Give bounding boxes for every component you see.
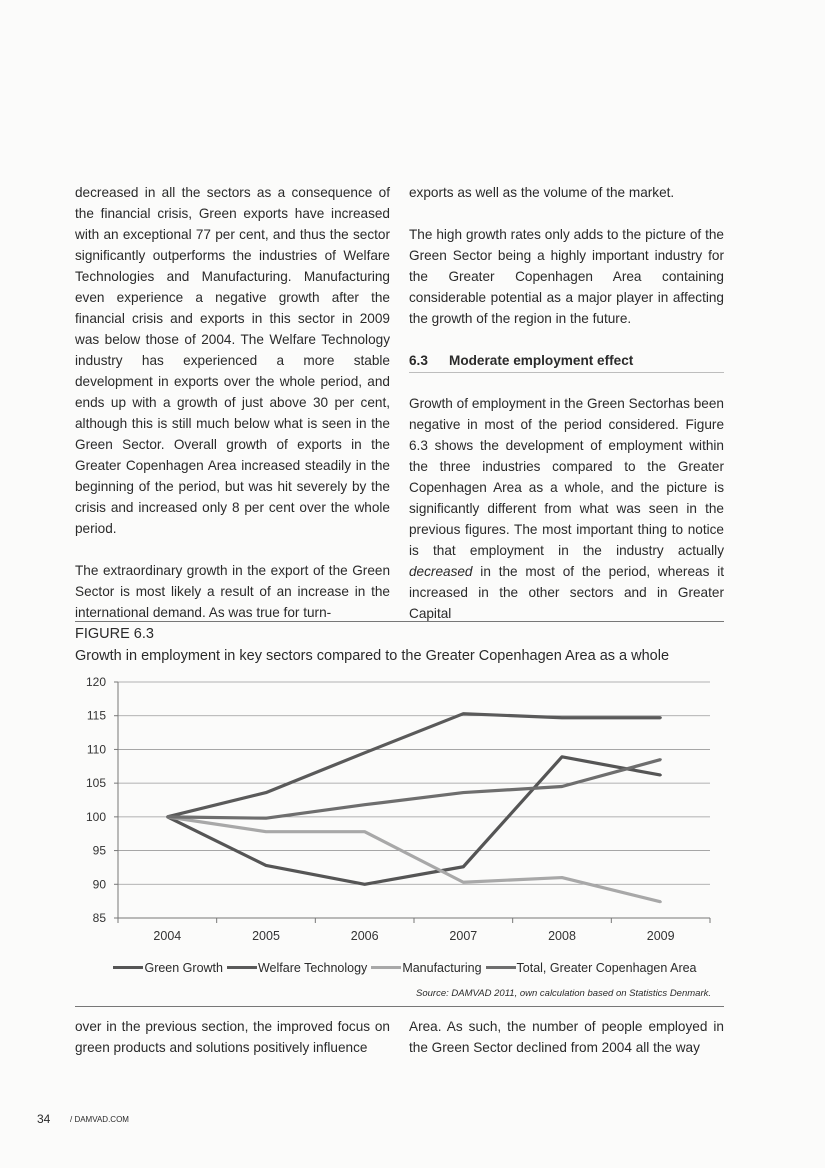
bottom-left-paragraph: over in the previous section, the improved focus on green products and solutions positively influence — [75, 1019, 390, 1055]
data-point — [265, 791, 267, 793]
x-tick-label: 2006 — [350, 929, 379, 943]
right-paragraph-3-b: in the most of the period, whereas it increased in the other sectors and in Greater Capital — [409, 564, 724, 621]
data-point — [363, 883, 365, 885]
page-number: 34 — [37, 1112, 51, 1126]
data-point — [363, 830, 365, 832]
legend-item — [371, 961, 481, 975]
legend-swatch — [113, 966, 143, 969]
legend-label: Total, Greater Copenhagen Area — [516, 960, 697, 975]
data-point — [462, 881, 464, 883]
series-line-total-greater-copenhagen-area — [167, 760, 660, 819]
data-point — [561, 876, 563, 878]
legend-label: Green Growth — [144, 960, 223, 975]
left-paragraph-2: The extraordinary growth in the export of the Green Sector is most likely a result of an increase in the international demand. As was true for turn- — [75, 563, 390, 620]
data-point — [462, 712, 464, 714]
legend-item — [486, 961, 697, 975]
x-tick-label: 2004 — [153, 929, 182, 943]
right-paragraph-2: The high growth rates only adds to the picture of the Green Sector being a highly important industry for the Greater Copenhagen Area containing considerable potential as a major player in affecting the growth of the region in the future. — [409, 227, 724, 326]
figure-caption: Growth in employment in key sectors compared to the Greater Copenhagen Area as a whole — [75, 648, 670, 664]
right-column — [409, 182, 724, 624]
data-point — [659, 901, 661, 903]
left-column — [75, 182, 390, 623]
section-heading — [409, 350, 724, 373]
figure-source: Source: DAMVAD 2011, own calculation based on Statistics Denmark. — [416, 988, 711, 999]
emphasis-decreased: decreased — [409, 564, 473, 579]
legend-swatch — [227, 966, 257, 969]
data-point — [659, 717, 661, 719]
chart-legend — [75, 958, 735, 975]
y-tick-label: 95 — [92, 843, 106, 858]
series-line-welfare-technology — [167, 714, 660, 817]
data-point — [265, 817, 267, 819]
series-line-green-growth — [167, 757, 660, 884]
legend-swatch — [486, 966, 516, 969]
data-point — [561, 717, 563, 719]
data-point — [659, 758, 661, 760]
bottom-right-paragraph: Area. As such, the number of people employed in the Green Sector declined from 2004 all the way — [409, 1019, 724, 1055]
y-tick-label: 90 — [92, 877, 106, 892]
data-point — [561, 785, 563, 787]
x-tick-label: 2009 — [646, 929, 675, 943]
y-tick-label: 110 — [86, 742, 106, 757]
x-tick-label: 2007 — [449, 929, 478, 943]
y-tick-label: 105 — [85, 776, 106, 791]
legend-swatch — [371, 966, 401, 969]
data-point — [363, 752, 365, 754]
data-point — [265, 830, 267, 832]
figure-bottom-rule — [75, 1006, 724, 1007]
data-point — [659, 774, 661, 776]
right-paragraph-3 — [409, 393, 724, 624]
legend-item — [113, 961, 223, 975]
series-line-manufacturing — [167, 817, 660, 902]
x-tick-label: 2005 — [252, 929, 280, 943]
right-paragraph-1: exports as well as the volume of the market. — [409, 185, 675, 200]
data-point — [462, 866, 464, 868]
figure-label: FIGURE 6.3 — [75, 626, 154, 642]
data-point — [265, 864, 267, 866]
data-point — [462, 791, 464, 793]
data-point — [166, 816, 168, 818]
footer-site: / DAMVAD.COM — [70, 1115, 129, 1124]
y-tick-label: 115 — [86, 708, 106, 723]
section-number: 6.3 — [409, 353, 428, 368]
y-tick-label: 100 — [85, 809, 106, 824]
legend-item — [227, 961, 367, 975]
legend-label: Welfare Technology — [257, 960, 368, 975]
figure-top-rule — [75, 621, 724, 622]
right-paragraph-3-a: Growth of employment in the Green Sectorhas been negative in most of the period considered. Figure 6.3 shows the development of employment within the three industries compared to the Greater Copenhagen Area as a whole, and the picture is significantly different from what was seen in the previous figures. The most important thing to notice is that employment in the industry actually — [409, 396, 724, 558]
left-paragraph-1: decreased in all the sectors as a consequence of the financial crisis, Green exports have increased with an exceptional 77 per cent, and thus the sector significantly outperforms the industries of Welfare Technologies and Manufacturing. Manufacturing even experience a negative growth after the financial crisis and exports in this sector in 2009 was below those of 2004. The Welfare Technology industry has experienced a more stable development in exports over the whole period, and ends up with a growth of just above 30 per cent, although this is still much below what is seen in the Green Sector. Overall growth of exports in the Greater Copenhagen Area increased steadily in the beginning of the period, but was hit severely by the crisis and increased only 8 per cent over the whole period. — [75, 185, 390, 536]
legend-label: Manufacturing — [402, 960, 482, 975]
left-column-bottom — [75, 1016, 390, 1058]
data-point — [363, 804, 365, 806]
x-tick-label: 2008 — [548, 929, 576, 943]
right-column-bottom — [409, 1016, 724, 1058]
y-tick-label: 120 — [85, 675, 106, 689]
data-point — [561, 756, 563, 758]
section-title: Moderate employment effect — [449, 353, 634, 368]
y-tick-label: 85 — [92, 911, 106, 925]
employment-chart — [70, 668, 720, 943]
